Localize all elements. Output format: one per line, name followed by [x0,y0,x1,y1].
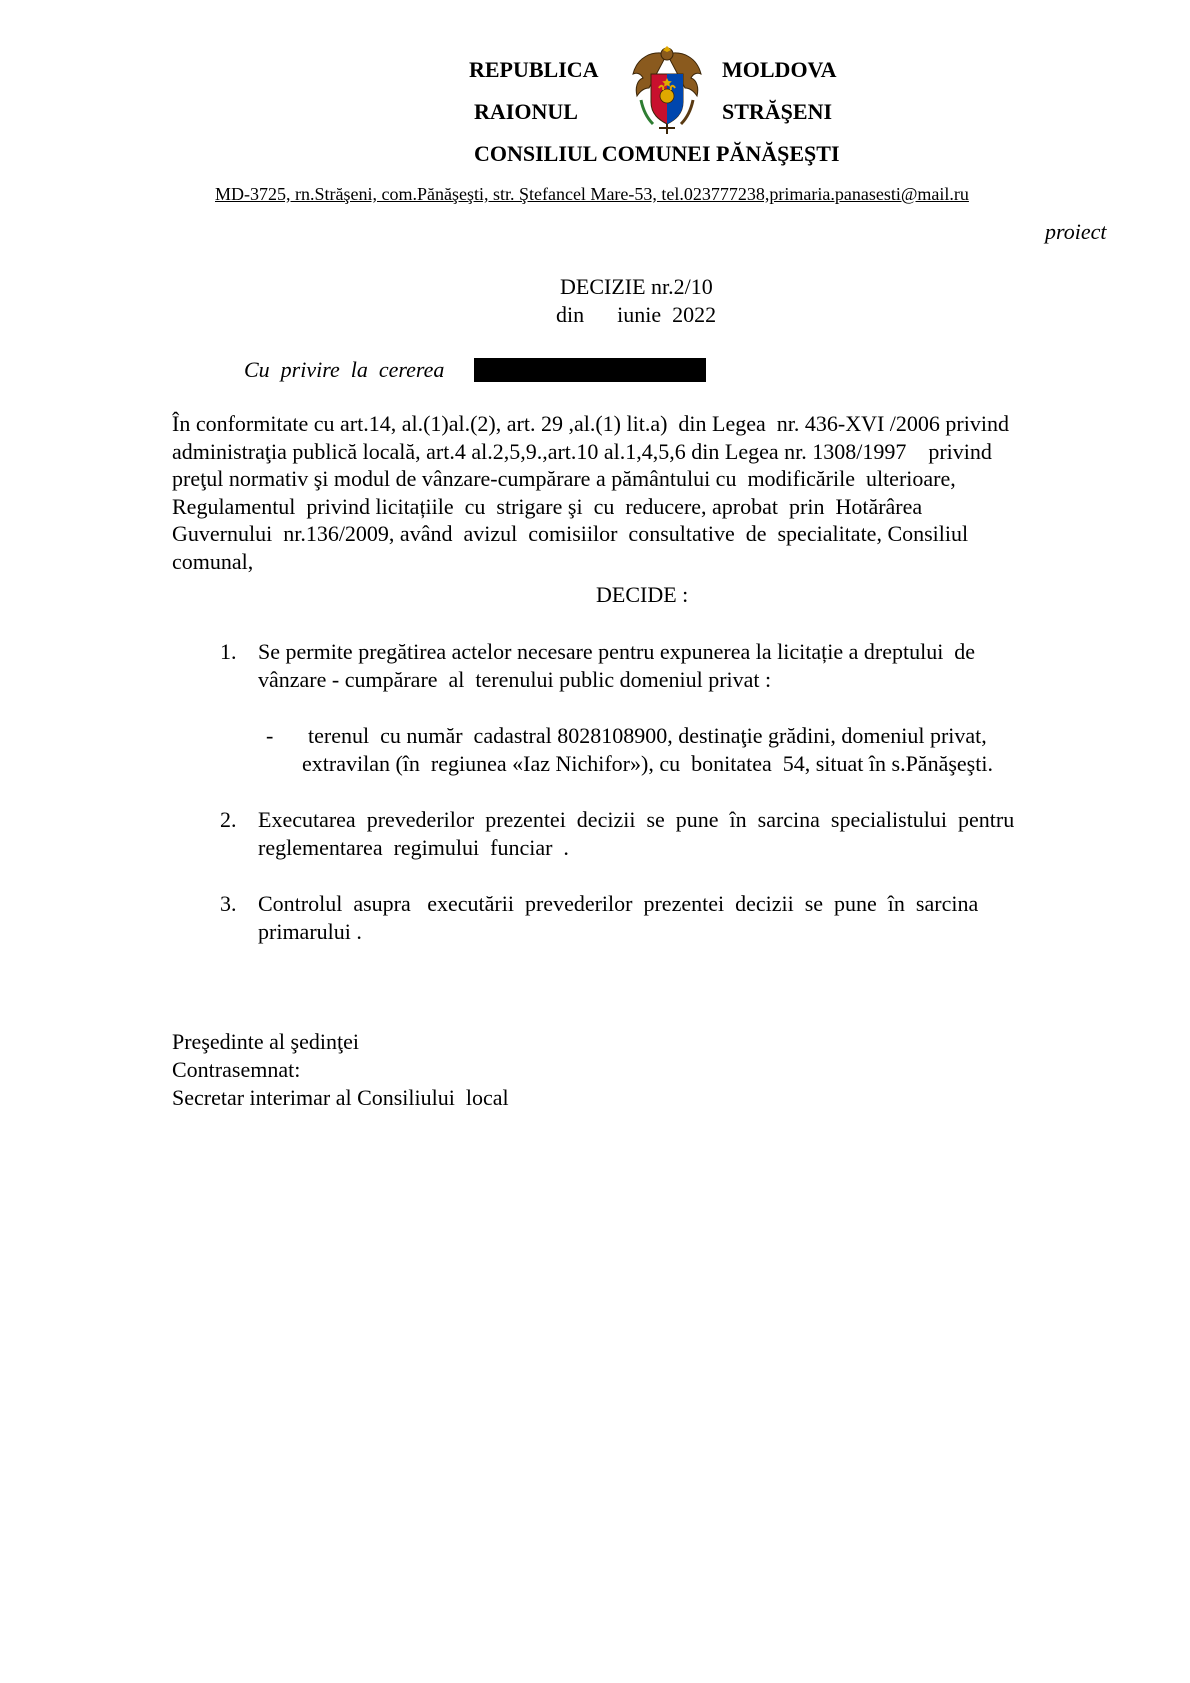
item-3-line-2: primarului . [258,919,362,944]
item-number: 1. [220,639,237,664]
header-moldova: MOLDOVA [722,57,837,82]
signature-chair: Preşedinte al şedinţei [172,1029,359,1054]
decision-subject: Cu privire la cererea [244,357,445,382]
header-raionul: RAIONUL [474,99,578,124]
decision-title: DECIZIE nr.2/10 [560,274,713,299]
item-1-line-1: Se permite pregătirea actelor necesare pentru expunerea la licitație a dreptului de [258,639,976,664]
coat-of-arms-icon [631,44,703,136]
sub-item-line-2: extravilan (în regiunea «Iaz Nichifor»), cu bonitatea 54, situat în s.Pănăşeşti. [302,751,993,776]
signature-secretary: Secretar interimar al Consiliului local [172,1085,509,1110]
header-straseni: STRĂŞENI [722,99,833,124]
item-number: 3. [220,891,237,916]
signature-countersigned: Contrasemnat: [172,1057,301,1082]
decide-heading: DECIDE : [596,582,689,607]
item-2-line-2: reglementarea regimului funciar . [258,835,569,860]
preamble [172,410,1092,575]
item-3-line-1: Controlul asupra executării prevederilor prezentei decizii se pune în sarcina [258,891,979,916]
item-2-line-1: Executarea prevederilor prezentei decizii se pune în sarcina specialistului pentru [258,807,1015,832]
preamble-line: Guvernului nr.136/2009, având avizul comisiilor consultative de specialitate, Consiliul [172,521,969,546]
redaction-bar [474,358,706,382]
item-1-line-2: vânzare - cumpărare al terenului public domeniul privat : [258,667,772,692]
preamble-line: preţul normativ şi modul de vânzare-cumpărare a pământului cu modificările ulterioare, [172,466,956,491]
draft-label: proiect [1045,219,1107,244]
header-republica: REPUBLICA [469,57,599,82]
preamble-line: administraţia publică locală, art.4 al.2,5,9.,art.10 al.1,4,5,6 din Legea nr. 1308/1997 privind [172,438,992,464]
sub-item-dash: - [266,723,274,748]
preamble-line: comunal, [172,548,254,574]
item-number: 2. [220,807,237,832]
decision-date: din iunie 2022 [556,302,717,327]
preamble-line: În conformitate cu art.14, al.(1)al.(2), art. 29 ,al.(1) lit.a) din Legea nr. 436-XVI /2006 privind [172,411,1009,436]
header-council: CONSILIUL COMUNEI PĂNĂŞEŞTI [474,141,840,166]
preamble-line: Regulamentul privind licitațiile cu strigare şi cu reducere, aprobat prin Hotărârea [172,493,923,519]
address-line: MD-3725, rn.Străşeni, com.Pănăşeşti, str. Ştefancel Mare-53, tel.023777238,primaria.panasesti@mail.ru [215,184,969,204]
sub-item-line-1: terenul cu număr cadastral 8028108900, destinaţie grădini, domeniul privat, [308,723,987,748]
